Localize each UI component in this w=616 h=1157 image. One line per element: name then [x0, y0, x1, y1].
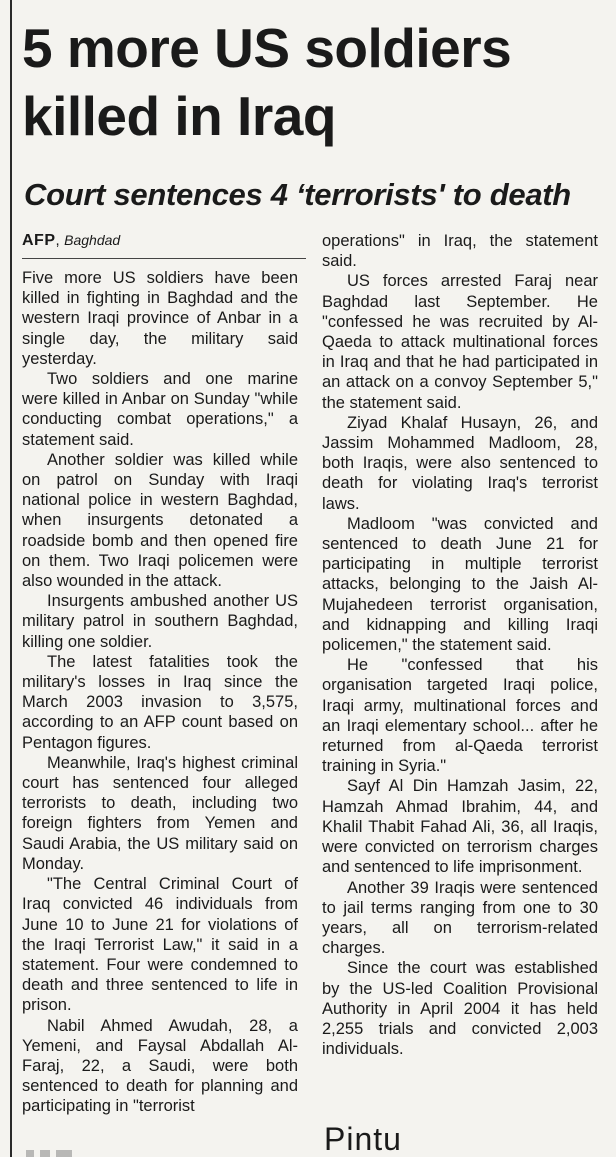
- paragraph: Madloom "was convicted and sentenced to death June 21 for participating in multiple terrorist attacks, belonging to the Jaish Al-Mujahedeen terrorist organisation, and kidnapping and killing Iraqi policemen," the statement said.: [322, 514, 598, 655]
- paragraph: "The Central Criminal Court of Iraq convicted 46 individuals from June 10 to June 21 for violations of the Iraqi Terrorist Law," it said in a statement. Four were condemned to death and three sentenced to life in prison.: [22, 875, 298, 1015]
- paragraph: Sayf Al Din Hamzah Jasim, 22, Hamzah Ahmad Ibrahim, 44, and Khalil Thabit Fahad Ali, 36, all Iraqis, were convicted on terrorism charges and sentenced to life imprisonment.: [322, 777, 598, 877]
- paragraph: operations" in Iraq, the statement said.: [322, 232, 598, 271]
- paragraph: Another soldier was killed while on patrol on Sunday with Iraqi national police in western Baghdad, when insurgents detonated a roadside bomb and then opened fire on them. Two Iraqi policemen were also wounded in the attack.: [22, 450, 298, 591]
- paragraph: The latest fatalities took the military's losses in Iraq since the March 2003 invasion to 3,575, according to an AFP count based on Pentagon figures.: [22, 652, 298, 752]
- column-rule: [10, 0, 12, 1157]
- article-column-left: [22, 268, 298, 1117]
- signature: Pintu: [324, 1121, 402, 1157]
- cropped-text-fragment: [26, 1150, 226, 1157]
- paragraph: US forces arrested Faraj near Baghdad last September. He "confessed he was recruited by Al-Qaeda to attack multinational forces in Iraq and that he had participated in an attack on a convoy September 5," the statement said.: [322, 272, 598, 412]
- byline: [22, 232, 306, 256]
- paragraph: Meanwhile, Iraq's highest criminal court has sentenced four alleged terrorists to death, including two foreign fighters from Yemen and Saudi Arabia, the US military said on Monday.: [22, 753, 298, 873]
- byline-agency: AFP: [22, 232, 56, 249]
- paragraph: Nabil Ahmed Awudah, 28, a Yemeni, and Faysal Abdallah Al-Faraj, 22, a Saudi, were both sentenced to death for planning and participating in "terrorist: [22, 1016, 298, 1116]
- paragraph: Five more US soldiers have been killed in fighting in Baghdad and the western Iraqi province of Anbar in a single day, the military said yesterday.: [22, 269, 298, 368]
- byline-divider: [22, 258, 306, 259]
- subheadline: Court sentences 4 ‘terrorists' to death: [24, 177, 571, 212]
- paragraph: He "confessed that his organisation targeted Iraqi police, Iraqi army, multinational forces and an Iraqi elementary school... after he returned from al-Qaeda terrorist training in Syria.": [322, 656, 598, 776]
- byline-location: Baghdad: [64, 232, 121, 248]
- paragraph: Two soldiers and one marine were killed in Anbar on Sunday "while conducting combat operations," a statement said.: [22, 370, 298, 449]
- article-column-right: [322, 231, 598, 1059]
- paragraph: Since the court was established by the US-led Coalition Provisional Authority in April 2004 it has held 2,255 trials and convicted 2,003 individuals.: [322, 959, 598, 1059]
- paragraph: Insurgents ambushed another US military patrol in southern Baghdad, killing one soldier.: [22, 592, 298, 651]
- paragraph: Another 39 Iraqis were sentenced to jail terms ranging from one to 30 years, all on terrorism-related charges.: [322, 878, 598, 958]
- paragraph: Ziyad Khalaf Husayn, 26, and Jassim Mohammed Madloom, 28, both Iraqis, were also sentenced to death for violating Iraq's terrorist laws.: [322, 413, 598, 513]
- byline-separator: ,: [55, 232, 60, 249]
- headline: 5 more US soldiers killed in Iraq: [22, 17, 512, 147]
